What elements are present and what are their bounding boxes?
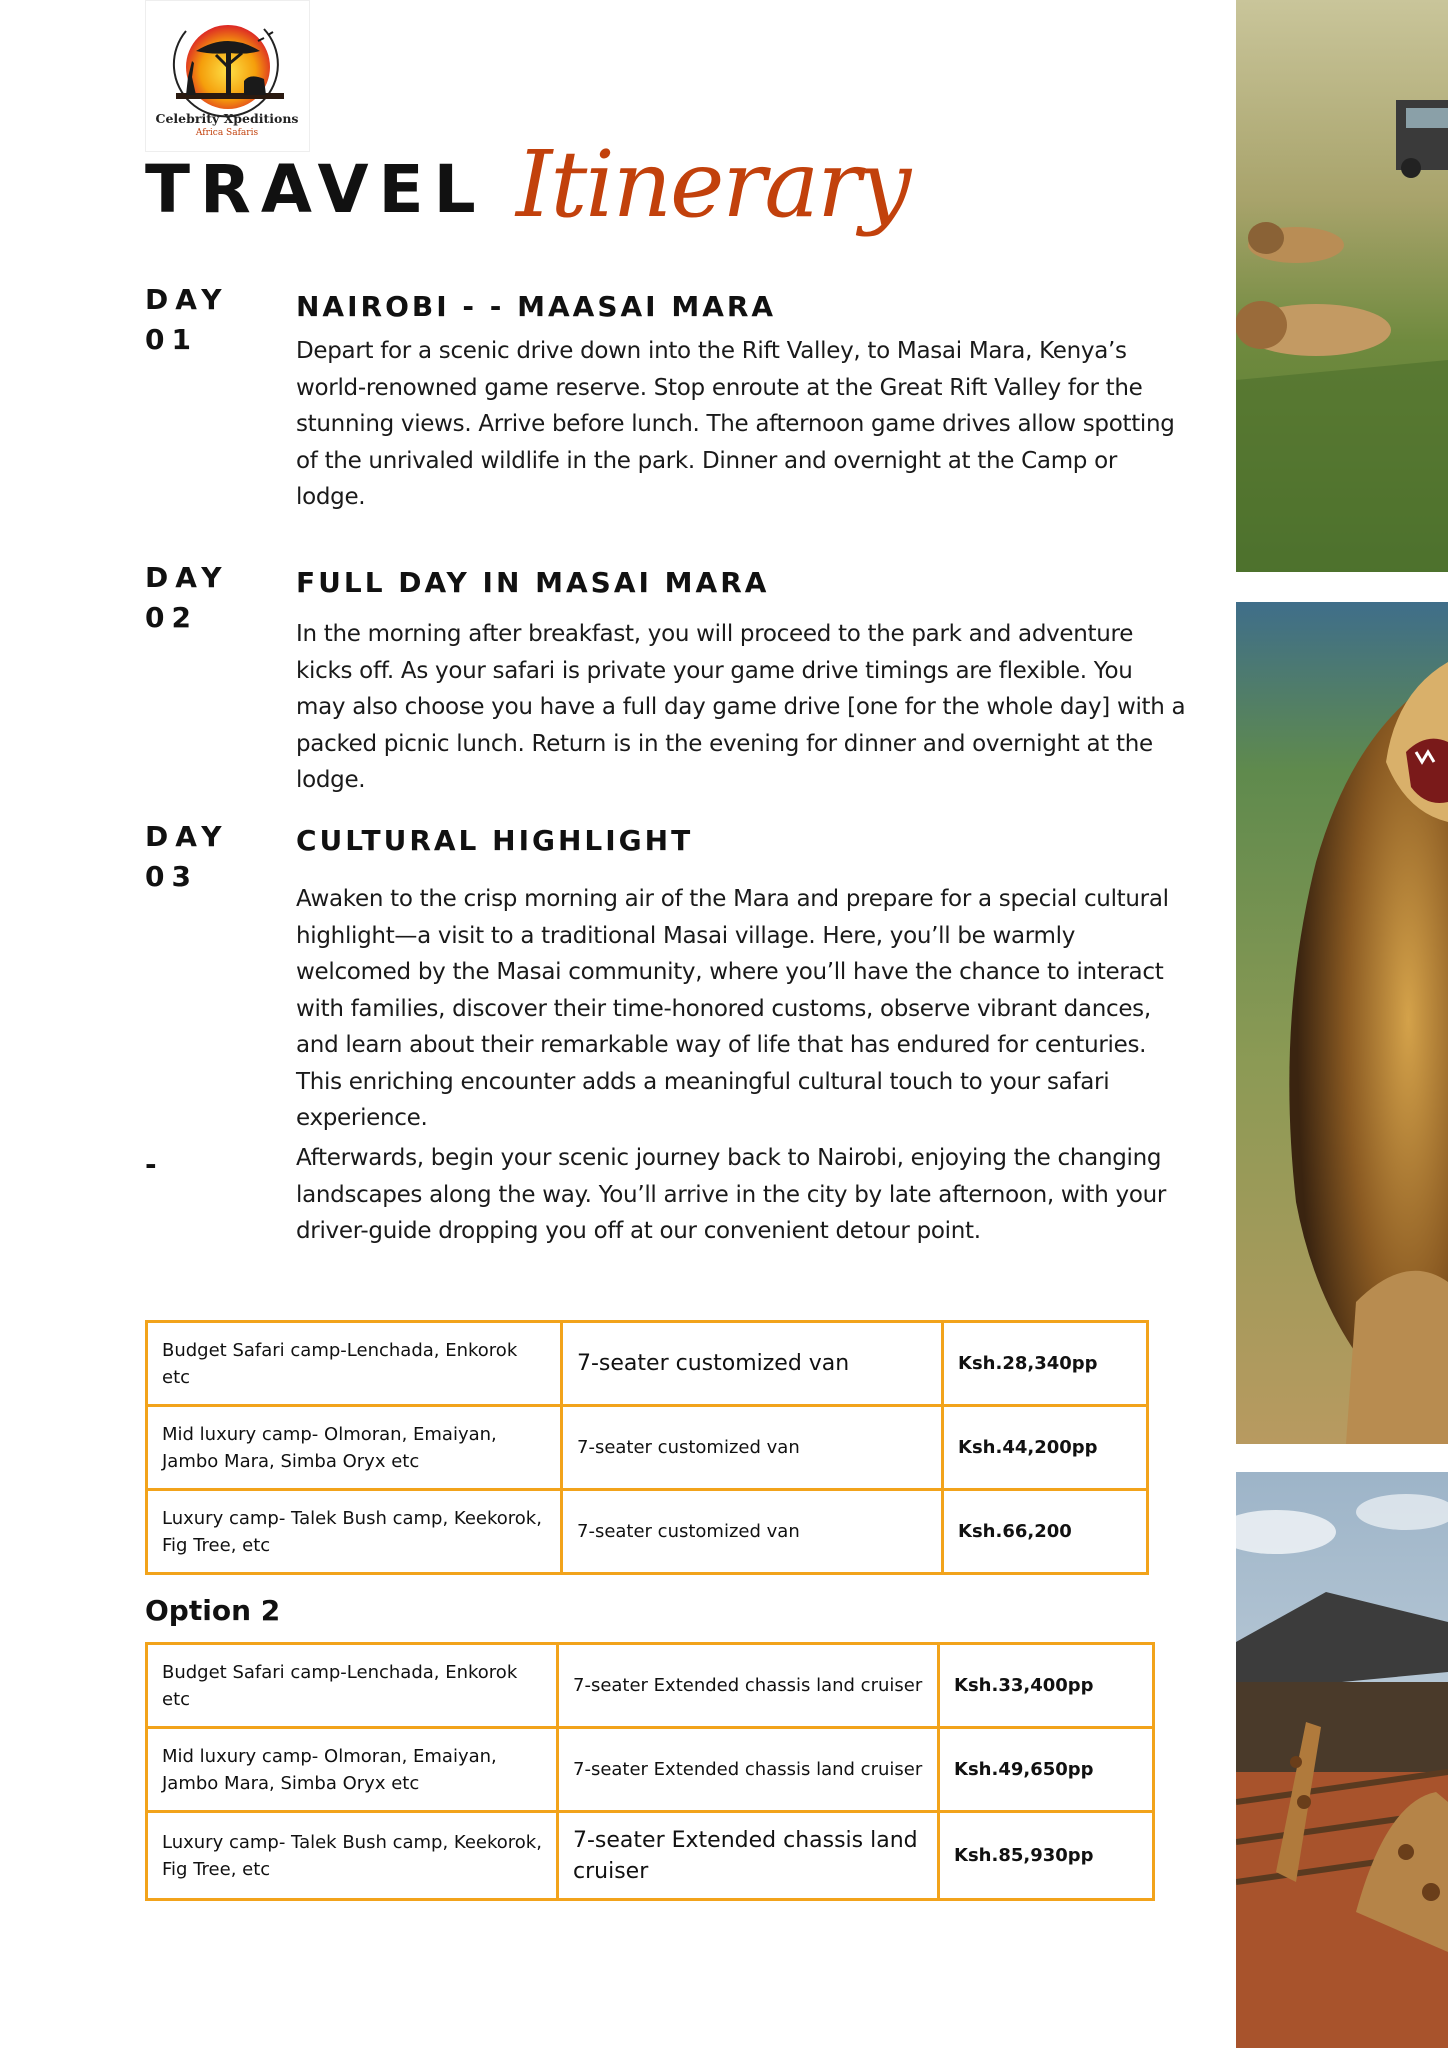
day-number: 01 (145, 323, 198, 356)
table-row (147, 1406, 1148, 1490)
logo-text-line1: Celebrity Xpeditions (155, 111, 299, 126)
table-row (147, 1644, 1154, 1728)
day-label-02 (145, 558, 265, 638)
option-2-heading: Option 2 (145, 1594, 281, 1627)
company-logo (145, 0, 310, 152)
giraffe-centre-photo (1236, 1472, 1448, 2048)
camp-cell: Budget Safari camp-Lenchada, Enkorok etc (147, 1322, 562, 1406)
day-02-title: FULL DAY IN MASAI MARA (296, 566, 770, 599)
camp-cell: Luxury camp- Talek Bush camp, Keekorok, Fig Tree, etc (147, 1490, 562, 1574)
title-itinerary: Itinerary (516, 131, 910, 238)
table-row (147, 1812, 1154, 1900)
day-word: DAY (145, 283, 229, 316)
vehicle-cell: 7-seater customized van (562, 1322, 943, 1406)
camp-cell: Mid luxury camp- Olmoran, Emaiyan, Jambo Mara, Simba Oryx etc (147, 1406, 562, 1490)
day-word: DAY (145, 820, 229, 853)
table-row (147, 1728, 1154, 1812)
price-cell: Ksh.66,200 (943, 1490, 1148, 1574)
vehicle-cell: 7-seater Extended chassis land cruiser (558, 1644, 939, 1728)
price-cell: Ksh.44,200pp (943, 1406, 1148, 1490)
camp-cell: Luxury camp- Talek Bush camp, Keekorok, Fig Tree, etc (147, 1812, 558, 1900)
price-cell: Ksh.33,400pp (939, 1644, 1154, 1728)
day-word: DAY (145, 561, 229, 594)
price-cell: Ksh.85,930pp (939, 1812, 1154, 1900)
table-row (147, 1490, 1148, 1574)
lions-grass-photo (1236, 0, 1448, 572)
option-1-price-table (145, 1320, 1149, 1575)
camp-cell: Budget Safari camp-Lenchada, Enkorok etc (147, 1644, 558, 1728)
price-cell: Ksh.28,340pp (943, 1322, 1148, 1406)
roaring-lion-photo (1236, 602, 1448, 1444)
day-number: 02 (145, 601, 198, 634)
day-label-03 (145, 817, 265, 897)
vehicle-cell: 7-seater Extended chassis land cruiser (558, 1728, 939, 1812)
day-01-title: NAIROBI - - MAASAI MARA (296, 290, 777, 323)
vehicle-cell: 7-seater Extended chassis land cruiser (558, 1812, 939, 1900)
day-03-return-description: Afterwards, begin your scenic journey back to Nairobi, enjoying the changing landscapes along the way. You’ll arrive in the city by late afternoon, with your driver-guide dropping you off at our convenient detour point. (296, 1145, 1167, 1244)
camp-cell: Mid luxury camp- Olmoran, Emaiyan, Jambo Mara, Simba Oryx etc (147, 1728, 558, 1812)
day-03-title: CULTURAL HIGHLIGHT (296, 824, 694, 857)
title-travel: TRAVEL (145, 151, 486, 228)
day-01-description: Depart for a scenic drive down into the Rift Valley, to Masai Mara, Kenya’s world-renowned game reserve. Stop enroute at the Great Rift Valley for the stunning views. Arrive before lunch. The afternoon game drives allow spotting of the unrivaled wildlife in the park. Dinner and overnight at the Camp or lodge. (296, 338, 1175, 510)
vehicle-cell: 7-seater customized van (562, 1490, 943, 1574)
day-label-01 (145, 280, 265, 360)
dash-marker: - (145, 1148, 157, 1181)
table-row (147, 1322, 1148, 1406)
option-2-price-table (145, 1642, 1155, 1901)
vehicle-cell: 7-seater customized van (562, 1406, 943, 1490)
day-number: 03 (145, 860, 198, 893)
day-02-description: In the morning after breakfast, you will proceed to the park and adventure kicks off. As your safari is private your game drive timings are flexible. You may also choose you have a full day game drive [one for the whole day] with a packed picnic lunch. Return is in the evening for dinner and overnight at the lodge. (296, 621, 1186, 793)
logo-text-line2: Africa Safaris (195, 128, 259, 138)
price-cell: Ksh.49,650pp (939, 1728, 1154, 1812)
day-03-description: Awaken to the crisp morning air of the Mara and prepare for a special cultural highlight—a visit to a traditional Masai village. Here, you’ll be warmly welcomed by the Masai community, where you’ll have the chance to interact with families, discover their time-honored customs, observe vibrant dances, and learn about their remarkable way of life that has endured for centuries. This enriching encounter adds a meaningful cultural touch to your safari experience. (296, 886, 1169, 1131)
